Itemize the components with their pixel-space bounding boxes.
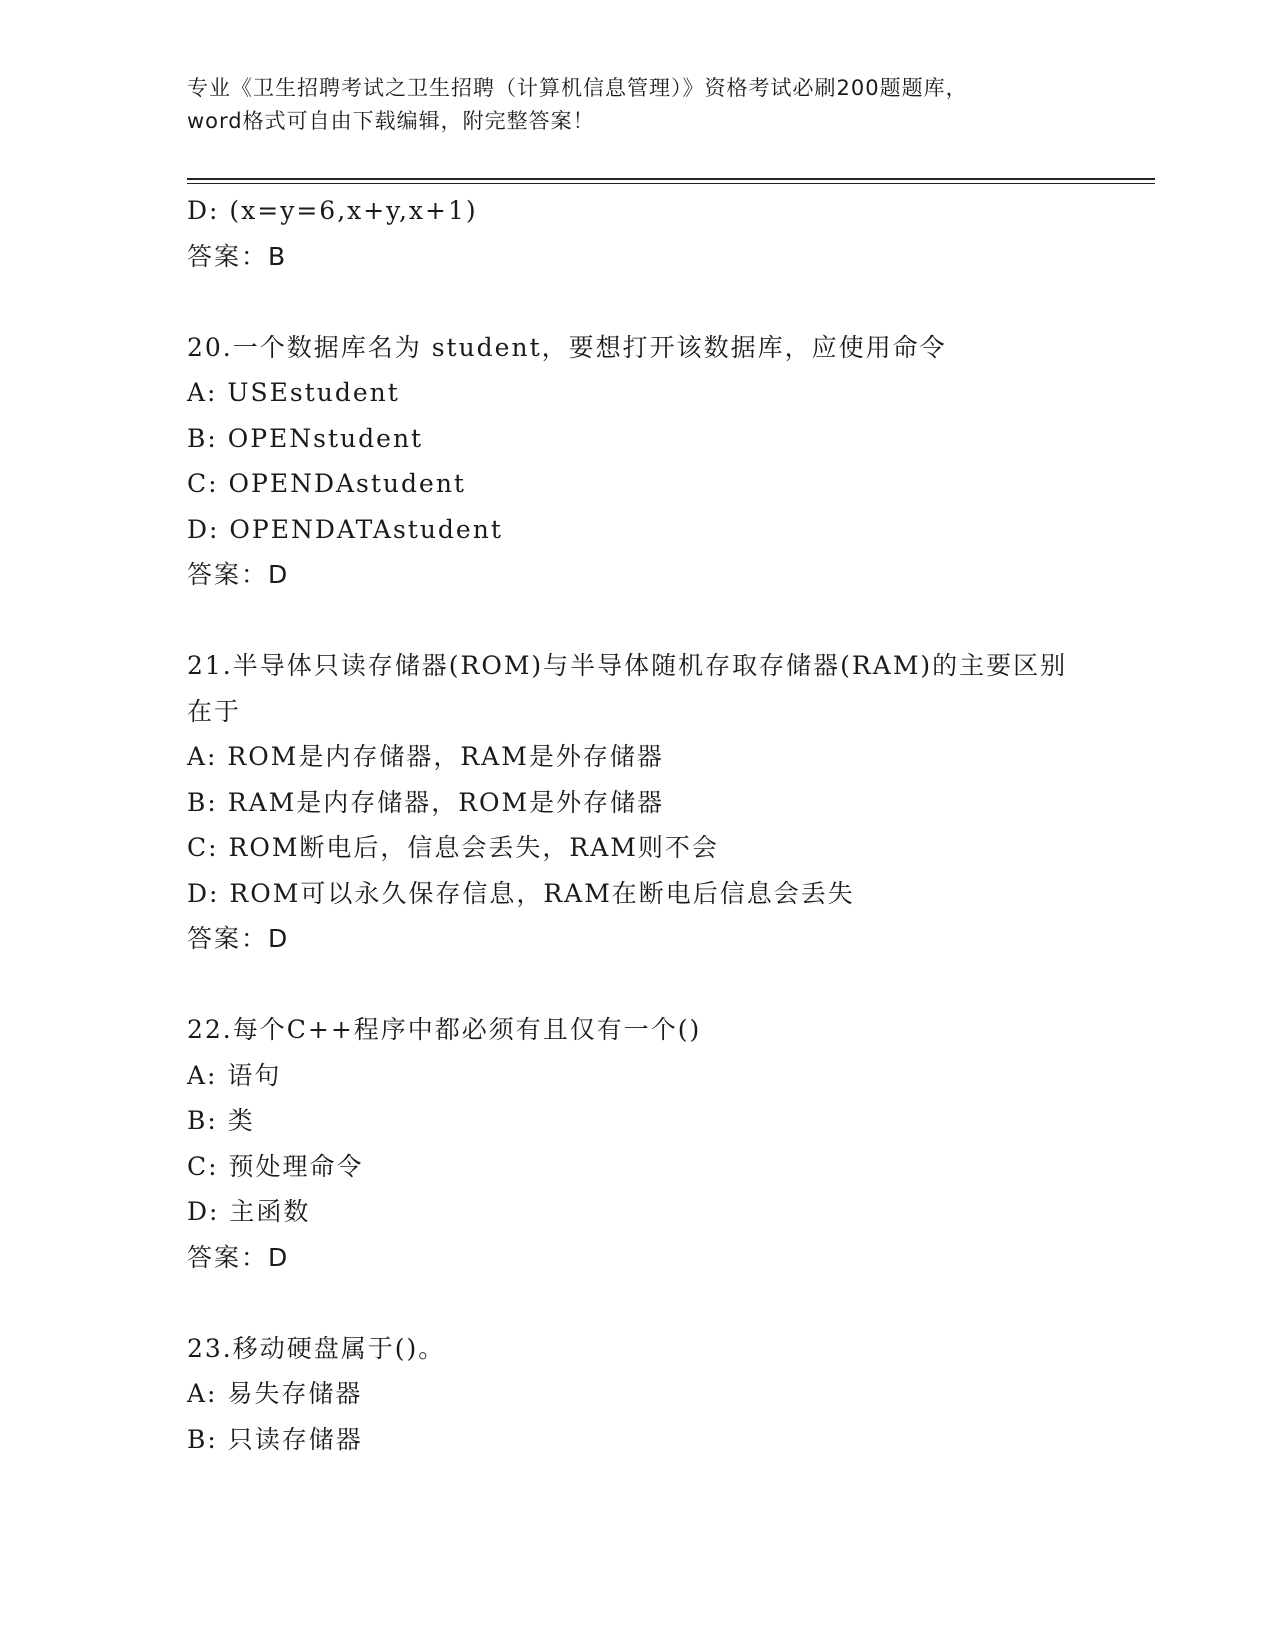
- question-stem: 21.半导体只读存储器(ROM)与半导体随机存取存储器(RAM)的主要区别: [187, 651, 1068, 680]
- option-b: B: OPENstudent: [187, 423, 424, 453]
- question-list: [187, 188, 1087, 1462]
- question-20: [187, 325, 1087, 598]
- header-title-line-1: 专业《卫生招聘考试之卫生招聘（计算机信息管理）》资格考试必刷200题题库，: [187, 76, 968, 100]
- option-b: B: RAM是内存储器，ROM是外存储器: [187, 787, 665, 817]
- question-stem: 20.一个数据库名为 student，要想打开该数据库，应使用命令: [187, 332, 947, 362]
- header-divider-thin: [187, 183, 1155, 184]
- option-b: B: 只读存储器: [187, 1424, 363, 1454]
- option-a: A: 易失存储器: [187, 1379, 363, 1408]
- spacer: [187, 962, 1087, 1008]
- spacer: [187, 1280, 1087, 1326]
- header-divider-thick: [187, 178, 1155, 180]
- answer-line: 答案：D: [187, 1242, 290, 1272]
- page-header: [187, 72, 1087, 138]
- option-a: A: USEstudent: [187, 378, 400, 407]
- header-title-line-2: word格式可自由下载编辑，附完整答案！: [187, 109, 595, 133]
- answer-line: 答案：D: [187, 924, 290, 953]
- option-d: D: ROM可以永久保存信息，RAM在断电后信息会丢失: [187, 878, 855, 908]
- question-21: [187, 643, 1087, 962]
- option-d: D: OPENDATAstudent: [187, 514, 503, 544]
- option-d: D: (x=y=6,x+y,x+1): [187, 196, 478, 225]
- question-23: [187, 1326, 1087, 1463]
- answer-line: 答案：B: [187, 241, 288, 271]
- question-stem-continued: 在于: [187, 696, 242, 726]
- question-22: [187, 1007, 1087, 1280]
- option-a: A: ROM是内存储器，RAM是外存储器: [187, 742, 664, 771]
- question-stem: 23.移动硬盘属于()。: [187, 1333, 446, 1363]
- option-d: D: 主函数: [187, 1197, 311, 1226]
- spacer: [187, 279, 1087, 325]
- option-c: C: OPENDAstudent: [187, 469, 466, 498]
- answer-line: 答案：D: [187, 560, 290, 589]
- option-a: A: 语句: [187, 1060, 282, 1090]
- option-b: B: 类: [187, 1106, 255, 1135]
- option-c: C: ROM断电后，信息会丢失，RAM则不会: [187, 833, 719, 862]
- spacer: [187, 598, 1087, 644]
- option-c: C: 预处理命令: [187, 1151, 364, 1181]
- question-19-tail: [187, 188, 1087, 279]
- question-stem: 22.每个C++程序中都必须有且仅有一个(): [187, 1015, 702, 1044]
